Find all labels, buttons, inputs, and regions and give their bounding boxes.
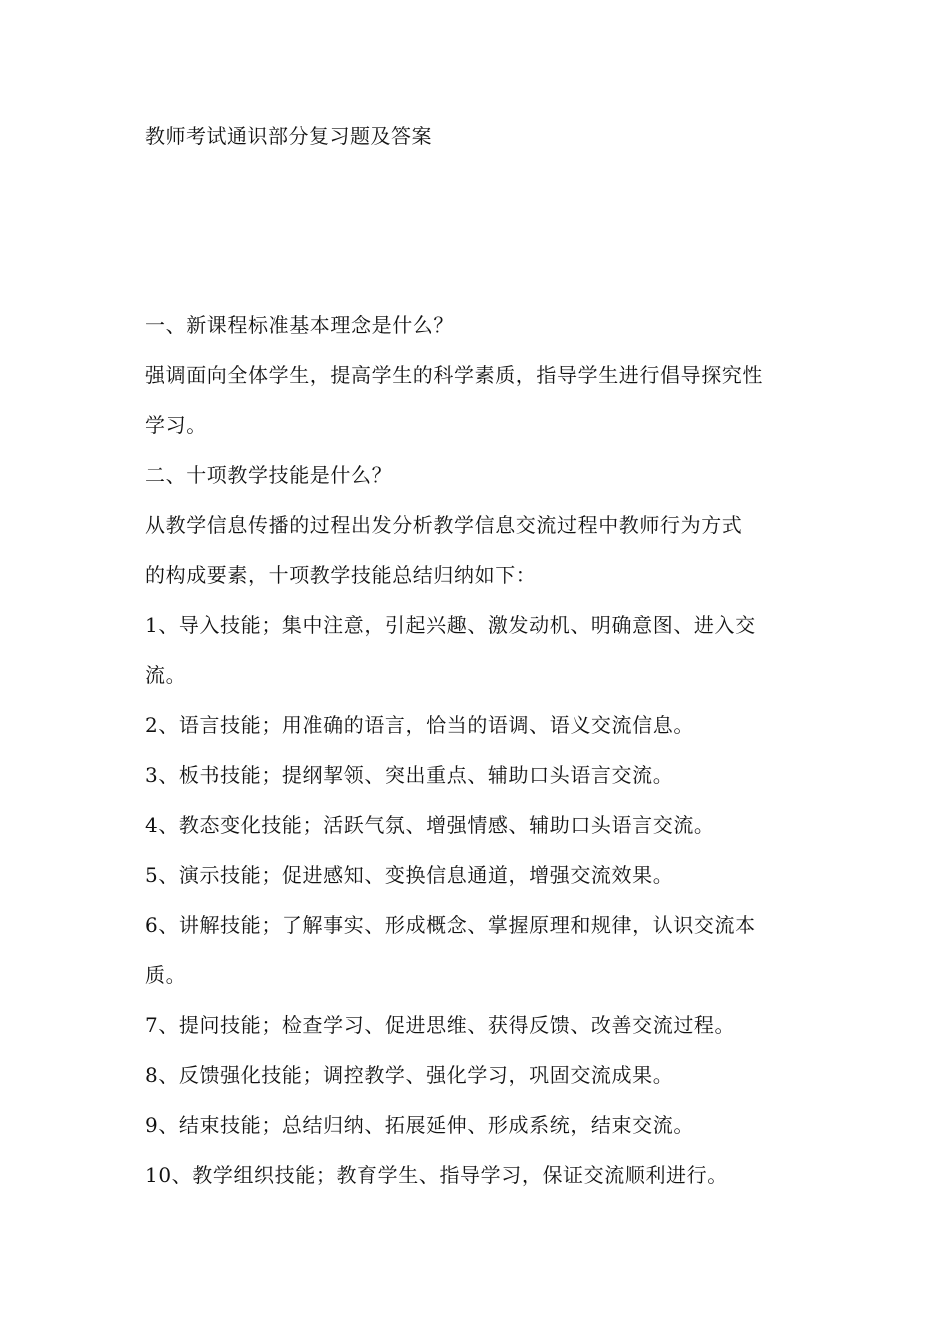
- skill-item-9: 9、结束技能；总结归纳、拓展延伸、形成系统，结束交流。: [145, 1113, 694, 1137]
- answer-1-line-2: 学习。: [145, 413, 207, 437]
- skill-item-4: 4、教态变化技能；活跃气氛、增强情感、辅助口头语言交流。: [145, 813, 715, 837]
- skill-item-3: 3、板书技能；提纲挈领、突出重点、辅助口头语言交流。: [145, 763, 674, 787]
- answer-2-intro-line-2: 的构成要素，十项教学技能总结归纳如下：: [145, 563, 537, 587]
- skill-item-10: 10、教学组织技能；教育学生、指导学习，保证交流顺利进行。: [145, 1163, 728, 1187]
- skill-item-1-line-2: 流。: [145, 663, 187, 687]
- skill-item-8: 8、反馈强化技能；调控教学、强化学习，巩固交流成果。: [145, 1063, 674, 1087]
- document-body: [145, 300, 810, 1200]
- document-title: 教师考试通识部分复习题及答案: [145, 124, 432, 148]
- question-2-heading: 二、十项教学技能是什么？: [145, 463, 393, 487]
- question-1-heading: 一、新课程标准基本理念是什么？: [145, 313, 454, 337]
- skill-item-6-line-1: 6、讲解技能；了解事实、形成概念、掌握原理和规律，认识交流本: [145, 913, 756, 937]
- skill-item-7: 7、提问技能；检查学习、促进思维、获得反馈、改善交流过程。: [145, 1013, 736, 1037]
- skill-item-5: 5、演示技能；促进感知、变换信息通道，增强交流效果。: [145, 863, 674, 887]
- answer-2-intro-line-1: 从教学信息传播的过程出发分析教学信息交流过程中教师行为方式: [145, 513, 743, 537]
- skill-item-1-line-1: 1、导入技能；集中注意，引起兴趣、激发动机、明确意图、进入交: [145, 613, 756, 637]
- skill-item-6-line-2: 质。: [145, 963, 187, 987]
- answer-1-line-1: 强调面向全体学生，提高学生的科学素质，指导学生进行倡导探究性: [145, 363, 763, 387]
- skill-item-2: 2、语言技能；用准确的语言，恰当的语调、语义交流信息。: [145, 713, 694, 737]
